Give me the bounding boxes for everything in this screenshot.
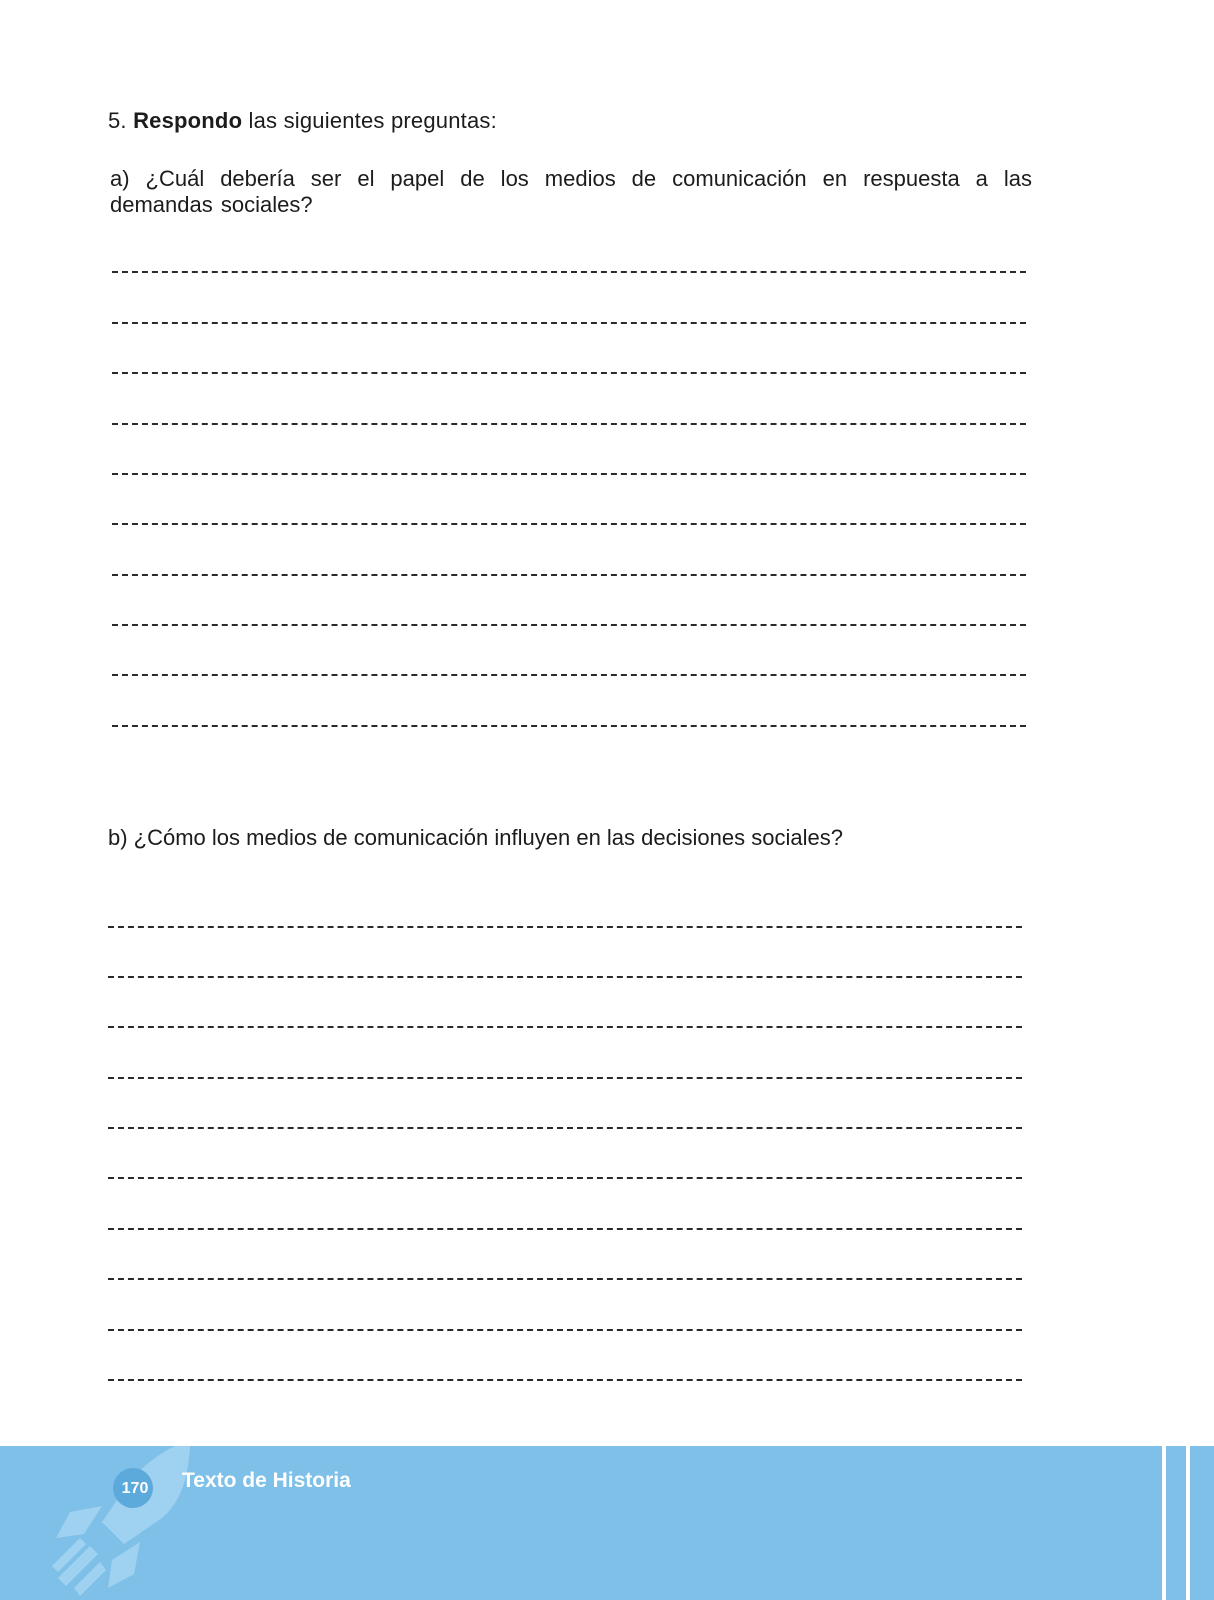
question-b: b) ¿Cómo los medios de comunicación influyen en las decisiones sociales? — [108, 825, 843, 850]
footer-divider — [1162, 1446, 1166, 1600]
answer-line[interactable] — [112, 624, 1026, 626]
answer-line[interactable] — [108, 976, 1022, 978]
answer-line[interactable] — [112, 473, 1026, 475]
answer-line[interactable] — [108, 1177, 1022, 1179]
answer-line[interactable] — [112, 725, 1026, 727]
answer-line[interactable] — [108, 1379, 1022, 1381]
answer-line[interactable] — [108, 1278, 1022, 1280]
page-number: 170 — [121, 1480, 149, 1497]
answer-line[interactable] — [108, 1228, 1022, 1230]
exercise-number: 5. — [108, 108, 127, 133]
answer-line[interactable] — [108, 1026, 1022, 1028]
answer-line[interactable] — [112, 271, 1026, 273]
answer-line[interactable] — [108, 1329, 1022, 1331]
answer-line[interactable] — [108, 1127, 1022, 1129]
exercise-verb: Respondo — [133, 108, 243, 133]
answer-line[interactable] — [112, 674, 1026, 676]
answer-line[interactable] — [112, 322, 1026, 324]
exercise-instruction: las siguientes preguntas: — [248, 108, 497, 133]
answer-line[interactable] — [112, 523, 1026, 525]
answer-line[interactable] — [112, 574, 1026, 576]
exercise-heading — [108, 108, 497, 134]
rocket-icon — [40, 1446, 190, 1600]
answer-line[interactable] — [112, 372, 1026, 374]
answer-line[interactable] — [108, 926, 1022, 928]
answer-line[interactable] — [108, 1077, 1022, 1079]
book-title: Texto de Historia — [182, 1469, 351, 1492]
question-a: a) ¿Cuál debería ser el papel de los medios de comunicación en respuesta a las demandas sociales? — [110, 166, 1032, 217]
footer-divider — [1186, 1446, 1190, 1600]
answer-line[interactable] — [112, 423, 1026, 425]
